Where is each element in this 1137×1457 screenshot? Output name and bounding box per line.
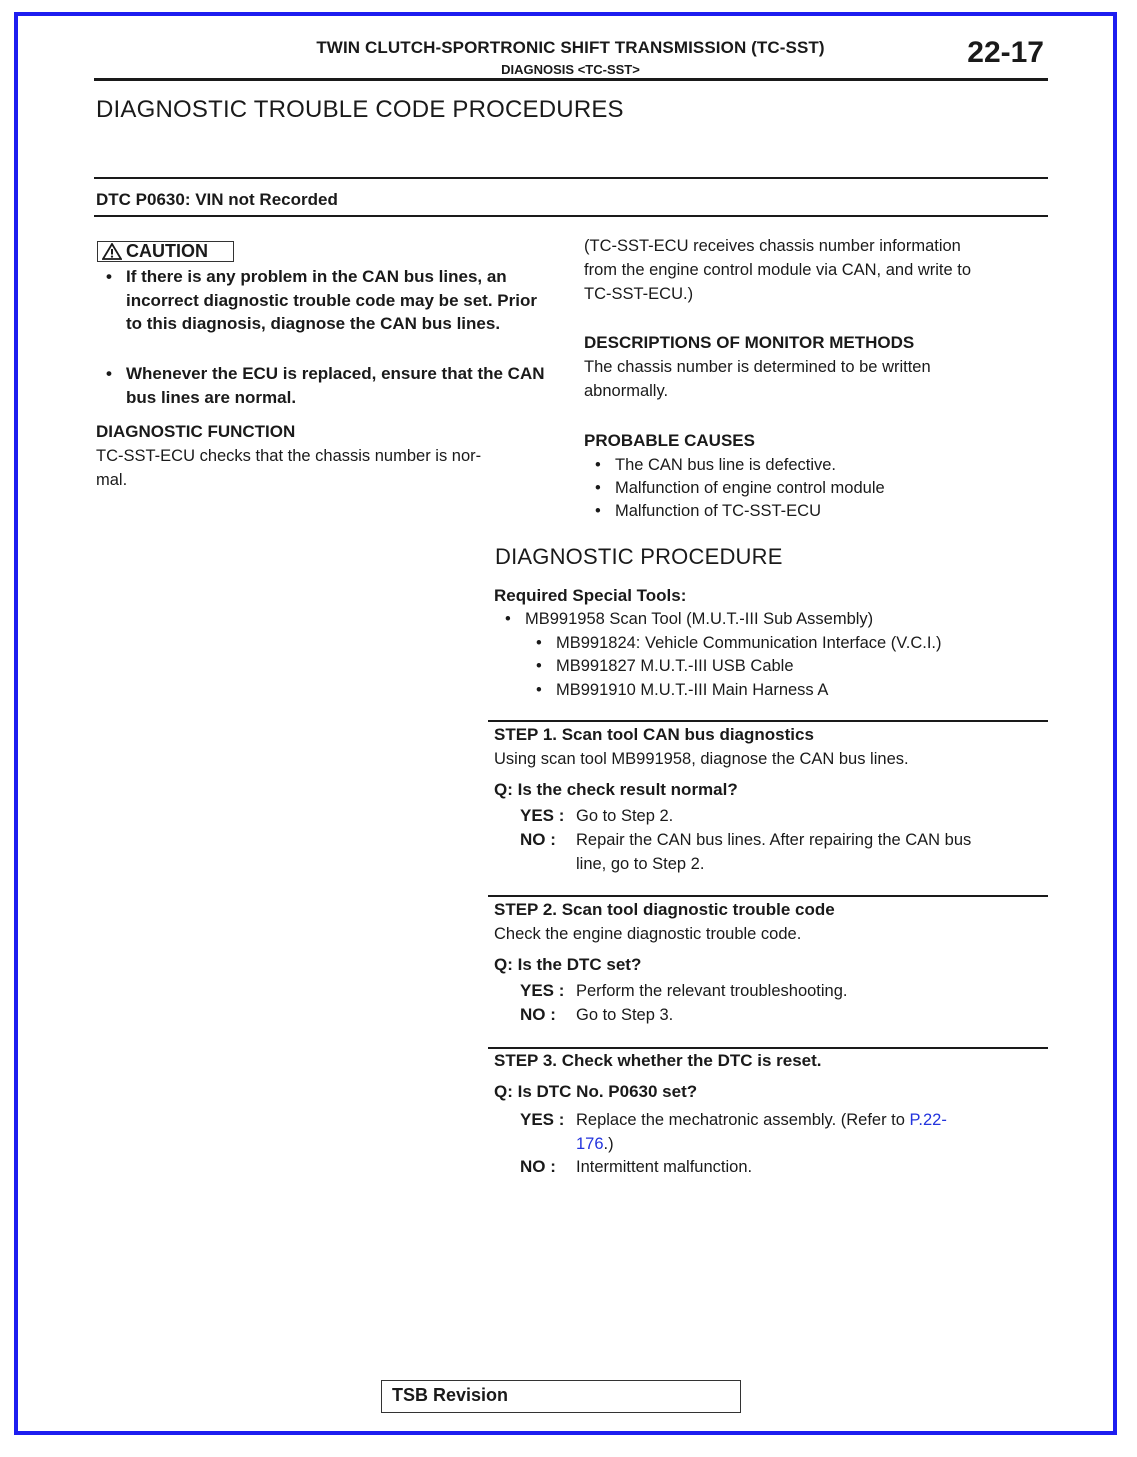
step-3-title: STEP 3. Check whether the DTC is reset. bbox=[494, 1051, 822, 1070]
bullet: • bbox=[595, 456, 601, 474]
bullet: • bbox=[536, 634, 542, 652]
probable-cause-text: The CAN bus line is defective. bbox=[615, 456, 837, 474]
step-3-yes-text-cont bbox=[576, 1133, 614, 1157]
main-heading: DIAGNOSTIC TROUBLE CODE PROCEDURES bbox=[96, 96, 624, 123]
procedure-heading: DIAGNOSTIC PROCEDURE bbox=[495, 544, 783, 569]
diagnostic-function-line: TC-SST-ECU checks that the chassis number is nor- bbox=[96, 447, 482, 465]
no-label: NO : bbox=[520, 1005, 556, 1024]
dtc-bottom-rule bbox=[94, 215, 1048, 217]
header-subtitle: DIAGNOSIS <TC-SST> bbox=[501, 62, 640, 77]
step-rule bbox=[488, 720, 1048, 722]
bullet: • bbox=[536, 681, 542, 699]
bullet: • bbox=[595, 502, 601, 520]
page-ref-link[interactable]: 176 bbox=[576, 1135, 604, 1153]
step-1-text: Using scan tool MB991958, diagnose the CAN bus lines. bbox=[494, 750, 909, 768]
diagnostic-function-heading: DIAGNOSTIC FUNCTION bbox=[96, 422, 296, 441]
step-2-no-text: Go to Step 3. bbox=[576, 1006, 674, 1024]
step-rule bbox=[488, 1047, 1048, 1049]
step-1-question: Q: Is the check result normal? bbox=[494, 780, 738, 799]
monitor-methods-line: The chassis number is determined to be written bbox=[584, 358, 931, 376]
step-3-yes-text bbox=[576, 1109, 947, 1133]
caution-item-text: If there is any problem in the CAN bus lines, an incorrect diagnostic trouble code may be set. Prior to this diagnosis, diagnose the CAN bus lines. bbox=[126, 267, 537, 333]
step-3-yes-text-post: .) bbox=[603, 1135, 614, 1153]
no-label: NO : bbox=[520, 1157, 556, 1176]
intro-line: TC-SST-ECU.) bbox=[584, 285, 694, 303]
step-2-text: Check the engine diagnostic trouble code. bbox=[494, 925, 802, 943]
step-2-title: STEP 2. Scan tool diagnostic trouble code bbox=[494, 900, 835, 919]
tool-sub-text: MB991824: Vehicle Communication Interface (V.C.I.) bbox=[556, 634, 942, 652]
step-1-no-text: Repair the CAN bus lines. After repairing the CAN bus bbox=[576, 831, 972, 849]
dtc-top-rule bbox=[94, 177, 1048, 179]
no-label: NO : bbox=[520, 830, 556, 849]
monitor-methods-line: abnormally. bbox=[584, 382, 669, 400]
step-3-yes-text-pre: Replace the mechatronic assembly. (Refer to bbox=[576, 1111, 910, 1129]
probable-causes-heading: PROBABLE CAUSES bbox=[584, 431, 755, 450]
yes-label: YES : bbox=[520, 806, 565, 825]
bullet: • bbox=[595, 479, 601, 497]
step-rule bbox=[488, 895, 1048, 897]
diagnostic-function-line: mal. bbox=[96, 471, 128, 489]
tsb-revision-label: TSB Revision bbox=[392, 1385, 509, 1405]
yes-label: YES : bbox=[520, 981, 565, 1000]
probable-cause-text: Malfunction of TC-SST-ECU bbox=[615, 502, 822, 520]
bullet: • bbox=[536, 657, 542, 675]
caution-box bbox=[97, 241, 234, 262]
warning-triangle-icon bbox=[102, 243, 122, 260]
bullet: • bbox=[106, 267, 112, 286]
caution-label: CAUTION bbox=[126, 241, 208, 261]
caution-item-text: Whenever the ECU is replaced, ensure that the CAN bus lines are normal. bbox=[126, 364, 545, 407]
header-rule bbox=[94, 78, 1048, 81]
step-1-yes-text: Go to Step 2. bbox=[576, 807, 674, 825]
bullet: • bbox=[505, 610, 511, 628]
page-number: 22-17 bbox=[967, 36, 1044, 69]
intro-line: from the engine control module via CAN, and write to bbox=[584, 261, 972, 279]
page-ref-link[interactable]: P.22- bbox=[909, 1111, 947, 1129]
page-frame bbox=[14, 12, 1117, 1435]
monitor-methods-heading: DESCRIPTIONS OF MONITOR METHODS bbox=[584, 333, 915, 352]
bullet: • bbox=[106, 364, 112, 383]
probable-cause-text: Malfunction of engine control module bbox=[615, 479, 885, 497]
tool-text: MB991958 Scan Tool (M.U.T.-III Sub Assembly) bbox=[525, 610, 874, 628]
step-1-no-text: line, go to Step 2. bbox=[576, 855, 705, 873]
step-1-title: STEP 1. Scan tool CAN bus diagnostics bbox=[494, 725, 814, 744]
dtc-title: DTC P0630: VIN not Recorded bbox=[96, 190, 338, 209]
step-2-question: Q: Is the DTC set? bbox=[494, 955, 642, 974]
tools-heading: Required Special Tools: bbox=[494, 586, 687, 605]
step-2-yes-text: Perform the relevant troubleshooting. bbox=[576, 982, 848, 1000]
header-title: TWIN CLUTCH-SPORTRONIC SHIFT TRANSMISSION (TC-SST) bbox=[316, 38, 825, 57]
step-3-question: Q: Is DTC No. P0630 set? bbox=[494, 1082, 698, 1101]
step-3-no-text: Intermittent malfunction. bbox=[576, 1158, 753, 1176]
tool-sub-text: MB991827 M.U.T.-III USB Cable bbox=[556, 657, 794, 675]
tool-sub-text: MB991910 M.U.T.-III Main Harness A bbox=[556, 681, 829, 699]
intro-line: (TC-SST-ECU receives chassis number information bbox=[584, 237, 961, 255]
tsb-revision-box bbox=[381, 1380, 741, 1413]
yes-label: YES : bbox=[520, 1110, 565, 1129]
